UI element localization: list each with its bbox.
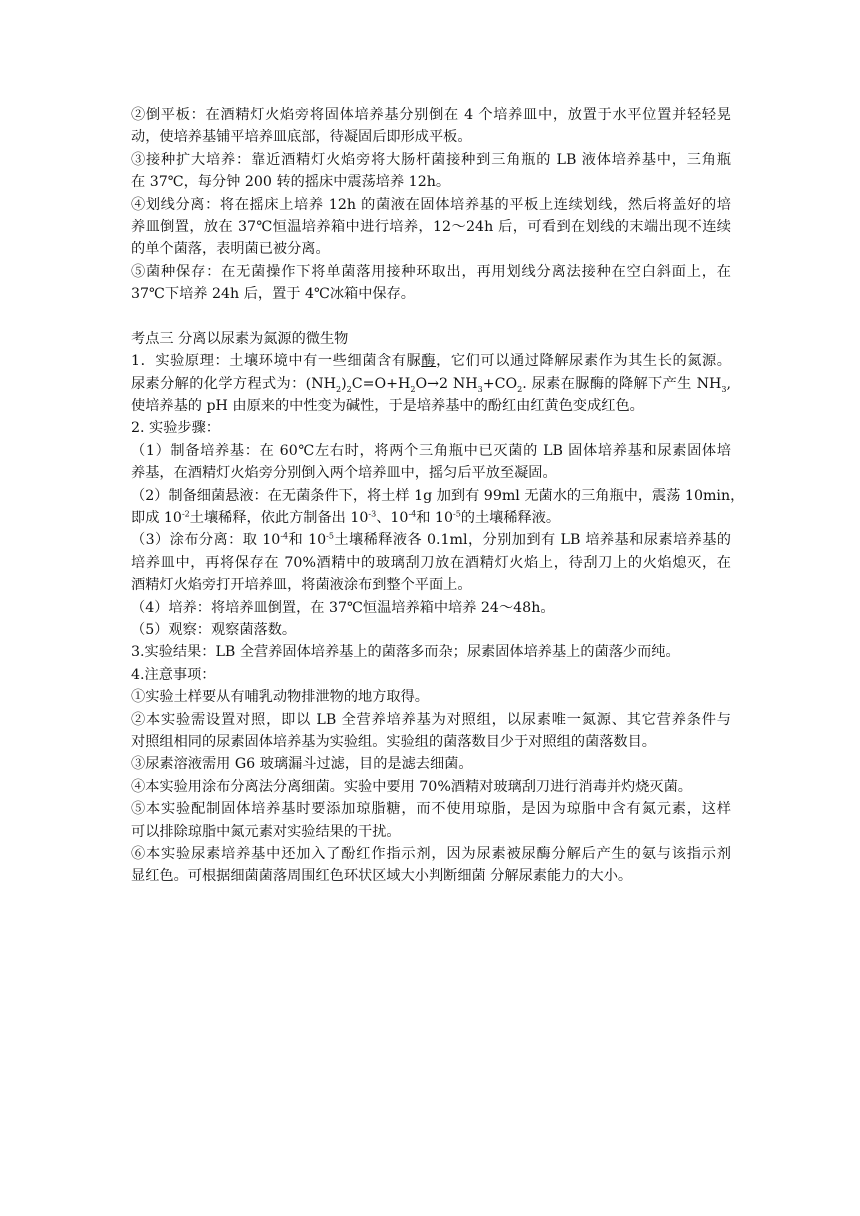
- paragraph-inoculation: [131, 149, 731, 194]
- text: 的土壤稀释液。: [460, 510, 561, 527]
- note-1: ①实验土样要从有哺乳动物排泄物的地方取得。: [131, 689, 429, 706]
- note-2: [131, 709, 731, 754]
- text: O→2 NH: [415, 375, 478, 392]
- superscript: -3: [368, 509, 377, 519]
- text-line: ③接种扩大培养：靠近酒精灯火焰旁将大肠杆菌接种到三角瓶的 LB 液体培养基中，三角瓶: [131, 151, 731, 168]
- text-line: 培养皿中，再将保存在 70%酒精中的玻璃刮刀放在酒精灯火焰上，待刮刀上的火焰熄灭，在: [131, 554, 731, 571]
- text: 和 10: [416, 510, 453, 527]
- superscript: -4: [280, 531, 289, 541]
- experiment-result: 3.实验结果：LB 全营养固体培养基上的菌落多而杂；尿素固体培养基上的菌落少而纯。: [131, 644, 680, 661]
- note-3: ③尿素溶液需用 G6 玻璃漏斗过滤，目的是滤去细菌。: [131, 756, 473, 773]
- text-line: （1）制备培养基：在 60℃左右时，将两个三角瓶中已灭菌的 LB 固体培养基和尿素固体培: [131, 442, 731, 459]
- underlined-text: 酶: [421, 353, 437, 370]
- text: ，它们可以通过降解尿素作为其生长的氮源。: [436, 353, 731, 370]
- paragraph-streak-separation: [131, 194, 731, 261]
- step-spread-separation: [131, 529, 731, 596]
- superscript: -2: [181, 509, 190, 519]
- text-line: ⑥本实验尿素培养基中还加入了酚红作指示剂，因为尿素被尿酶分解后产生的氨与该指示剂: [131, 845, 731, 862]
- superscript: -5: [326, 531, 334, 541]
- superscript: -4: [408, 509, 417, 519]
- steps-title: 2. 实验步骤：: [131, 420, 220, 437]
- text-line: 可以排除琼脂中氮元素对实验结果的干扰。: [131, 823, 401, 840]
- step-prepare-medium: [131, 440, 731, 485]
- text-line: 显红色。可根据细菌菌落周围红色环状区域大小判断细菌 分解尿素能力的大小。: [131, 868, 633, 885]
- text: . 尿素在脲酶的降解下产生 NH: [522, 375, 722, 392]
- step-culture: （4）培养：将培养皿倒置，在 37℃恒温培养箱中培养 24～48h。: [131, 599, 555, 616]
- section-heading: 考点三 分离以尿素为氮源的微生物: [131, 330, 349, 347]
- text-line: [131, 529, 731, 551]
- notes-title: 4.注意事项：: [131, 666, 216, 683]
- subscript: 2: [346, 384, 352, 394]
- text-line: 养基，在酒精灯火焰旁分别倒入两个培养皿中，摇匀后平放至凝固。: [131, 465, 557, 482]
- paragraph-principle: [131, 350, 731, 417]
- text-line: 动，使培养基铺平培养皿底部，待凝固后即形成平板。: [131, 129, 472, 146]
- text: （3）涂布分离：取 10: [131, 532, 281, 549]
- text: 、10: [376, 510, 409, 527]
- text-line: 的单个菌落，表明菌已被分离。: [131, 241, 330, 258]
- document-body: [131, 104, 745, 888]
- text-line: 对照组相同的尿素固体培养基为实验组。实验组的菌落数目少于对照组的菌落数目。: [131, 733, 656, 750]
- subscript: 2: [335, 384, 342, 394]
- note-6: [131, 843, 731, 888]
- text-line: ⑤菌种保存：在无菌操作下将单菌落用接种环取出，再用划线分离法接种在空白斜面上，在: [131, 263, 731, 280]
- step-observe: （5）观察：观察菌落数。: [131, 621, 297, 638]
- text: ): [341, 375, 347, 392]
- text-line: 使培养基的 pH 由原来的中性变为碱性，于是培养基中的酚红由红黄色变成红色。: [131, 398, 644, 415]
- text: 即成 10: [131, 510, 182, 527]
- subscript: 3: [721, 384, 727, 394]
- text-line: 37℃下培养 24h 后，置于 4℃冰箱中保存。: [131, 286, 415, 303]
- note-5: [131, 798, 731, 843]
- text-line: [131, 350, 731, 372]
- chemical-equation-line: [131, 373, 731, 395]
- step-bacterial-suspension: [131, 485, 745, 530]
- text: 土壤稀释，依此方制备出 10: [189, 510, 369, 527]
- text: +CO: [482, 375, 518, 392]
- text-line: 在 37℃，每分钟 200 转的摇床中震荡培养 12h。: [131, 174, 451, 191]
- subscript: 2: [410, 384, 416, 394]
- subscript: 3: [477, 384, 483, 394]
- text: C=O+H: [351, 375, 411, 392]
- text-line: ⑤本实验配制固体培养基时要添加琼脂糖，而不使用琼脂，是因为琼脂中含有氮元素，这样: [131, 801, 731, 818]
- subscript: 2: [517, 384, 523, 394]
- paragraph-pour-plate: [131, 104, 731, 149]
- text-line: 养皿倒置，放在 37℃恒温培养箱中进行培养，12～24h 后，可看到在划线的末端出现不连续: [131, 218, 731, 235]
- text-line: [131, 507, 731, 529]
- text: 土壤稀释液各 0.1ml，分别加到有 LB 培养基和尿素培养基的: [333, 532, 731, 549]
- text-line: ②倒平板：在酒精灯火焰旁将固体培养基分别倒在 4 个培养皿中，放置于水平位置并轻轻晃: [131, 107, 731, 123]
- superscript: -5: [453, 509, 461, 519]
- text: 尿素分解的化学方程式为：(NH: [131, 375, 336, 392]
- text: 和 10: [288, 532, 327, 549]
- text: 1．实验原理：土壤环境中有一些细菌含有脲: [131, 353, 422, 370]
- text: ,: [726, 375, 731, 392]
- blank-line: [131, 306, 731, 328]
- text-line: ④划线分离：将在摇床上培养 12h 的菌液在固体培养基的平板上连续划线，然后将盖好的培: [131, 196, 731, 213]
- text-line: 酒精灯火焰旁打开培养皿，将菌液涂布到整个平面上。: [131, 577, 472, 594]
- note-4: ④本实验用涂布分离法分离细菌。实验中要用 70%酒精对玻璃刮刀进行消毒并灼烧灭菌。: [131, 778, 692, 795]
- text-line: ②本实验需设置对照，即以 LB 全营养培养基为对照组，以尿素唯一氮源、其它营养条件与: [131, 711, 731, 728]
- paragraph-strain-storage: [131, 261, 731, 306]
- text-line: （2）制备细菌悬液：在无菌条件下，将土样 1g 加到有 99ml 无菌水的三角瓶中，震荡 10min，: [131, 487, 745, 504]
